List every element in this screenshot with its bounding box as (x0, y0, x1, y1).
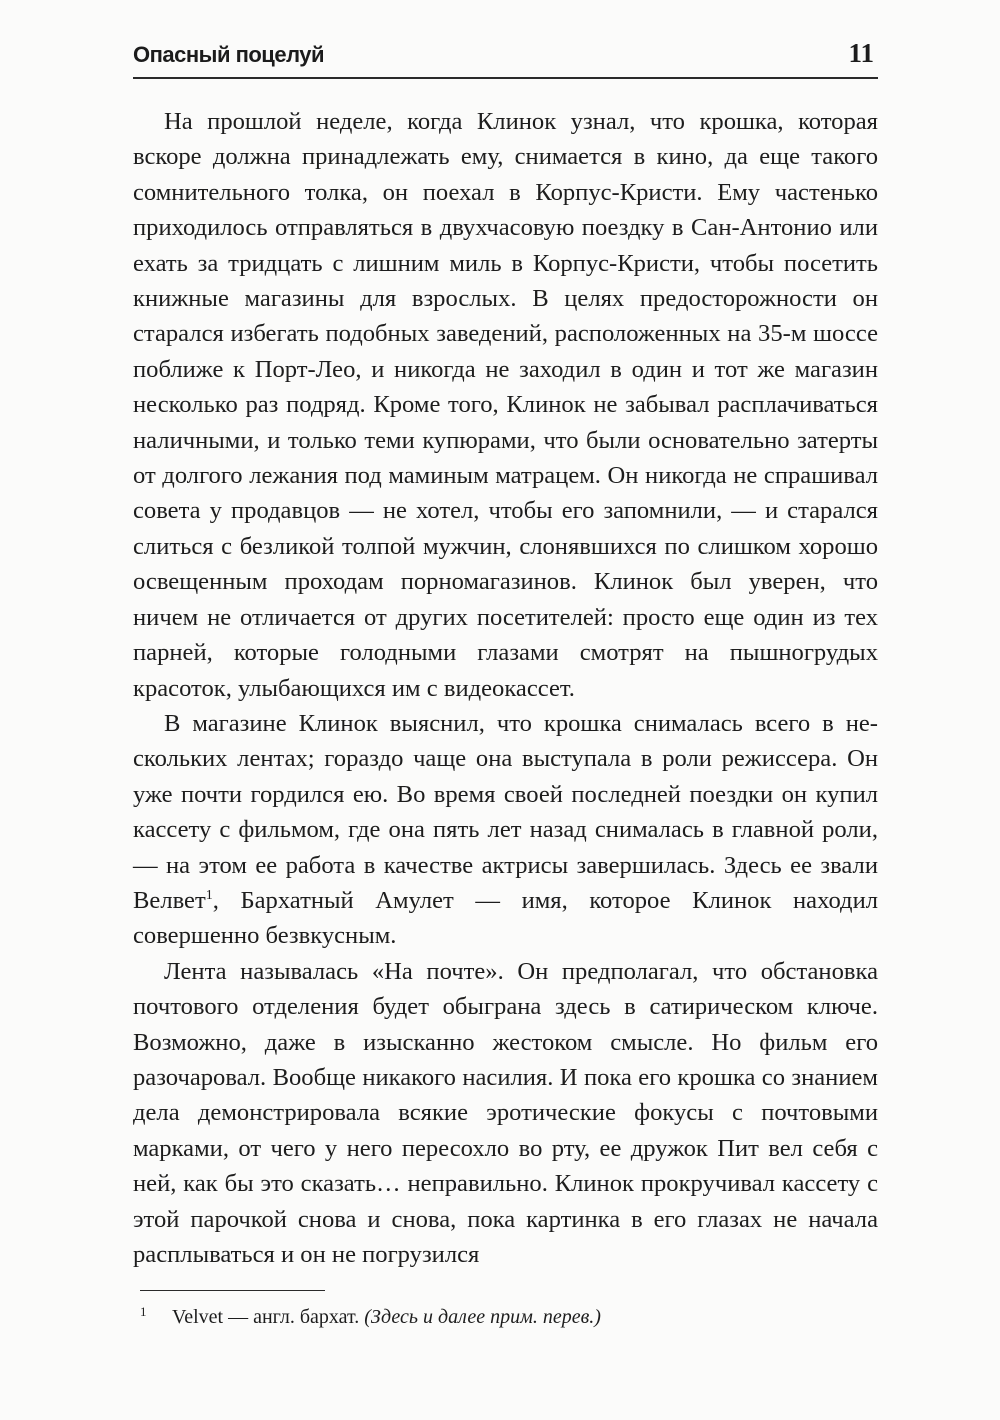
footnote (140, 1298, 880, 1331)
paragraph-2-text-after: , Бархатный Амулет — имя, которое Клинок находил совершенно безвкусным. (133, 886, 878, 950)
paragraph-3: Лента называлась «На почте». Он предполагал, что обстановка почтового отделения будет обыграна здесь в сатирическом ключе. Возможно, даже в изысканно жестоком смысле. Но фильм его разочаровал. Вообще никакого насилия. И пока его крошка со знанием дела демонстрировала всякие эротические фокусы с почтовыми марками, от чего у него пересохло во рту, ее дружок Пит вел себя с ней, как бы это сказать… неправильно. Клинок прокручивал кассету с этой парочкой снова и снова, пока картинка в его глазах не начала расплываться и он не погрузился (133, 957, 878, 1268)
running-head (133, 38, 878, 78)
footnote-text: Velvet — англ. бархат. (172, 1306, 365, 1328)
header-rule (133, 77, 878, 79)
page-number: 11 (848, 38, 874, 68)
running-title: Опасный поцелуй (133, 42, 325, 67)
body-text (133, 104, 878, 1272)
paragraph-2 (133, 706, 878, 954)
footnote-note: (Здесь и далее прим. перев.) (364, 1306, 601, 1328)
footnote-number: 1 (140, 1304, 147, 1319)
paragraph-2-text-before: В магазине Клинок выяснил, что крошка снималась всего в нескольких лентах; гораздо чаще она выступала в роли режиссера. Он уже почти гордился ею. Во время своей последней поездки он купил кассету с фильмом, где она пять лет назад снималась в главной роли, — на этом ее работа в качестве актрисы завершилась. Здесь ее звали Велвет (133, 709, 878, 914)
paragraph-1: На прошлой неделе, когда Клинок узнал, что крошка, которая вскоре должна принадлежать ему, снимается в кино, да еще такого сомнительного толка, он поехал в Корпус-Кристи. Ему частенько приходилось отправляться в двухчасовую поездку в Сан-Антонио или ехать за тридцать с лишним миль в Корпус-Кристи, чтобы посетить книжные магазины для взрослых. В целях предосторожности он старался избегать подобных заведений, расположенных на 35-м шоссе поближе к Порт-Лео, и никогда не заходил в один и тот же магазин несколько раз подряд. Кроме того, Клинок не забывал расплачиваться наличными, и только теми купюрами, что были основательно затерты от долгого лежания под маминым матрацем. Он никогда не спрашивал совета у продавцов — не хотел, чтобы его запомнили, — и старался слиться с безликой толпой мужчин, слонявшихся по слишком хорошо освещенным проходам порномагазинов. Клинок был уверен, что ничем не отличается от других посетителей: просто еще один из тех парней, которые голодными глазами смотрят на пышногрудых красоток, улыбающихся им с видеокассет. (133, 108, 878, 702)
footnote-rule (140, 1290, 325, 1291)
footnote-reference[interactable]: 1 (205, 887, 213, 903)
